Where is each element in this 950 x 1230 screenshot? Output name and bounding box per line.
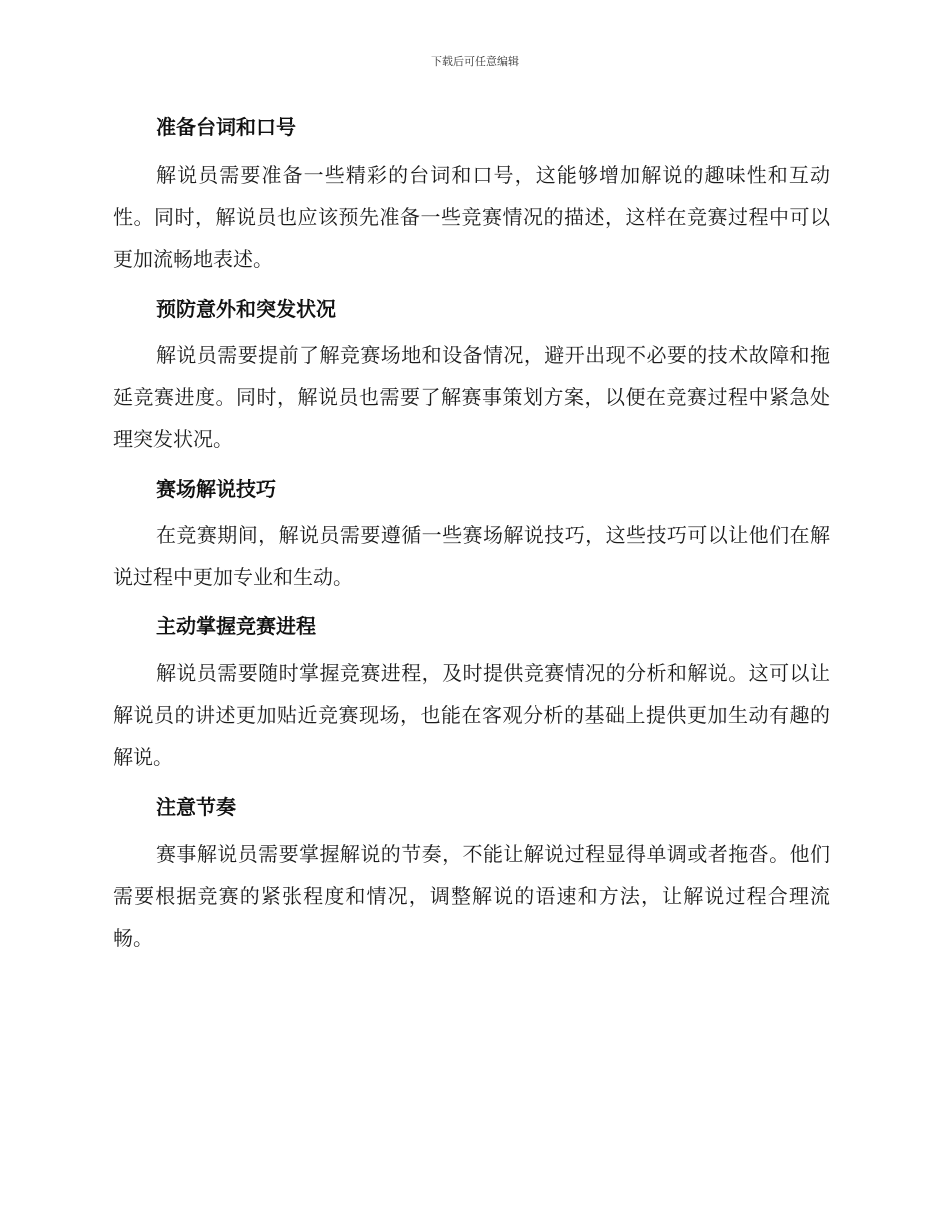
section-title: 准备台词和口号 [156, 115, 296, 139]
section-paragraph: 解说员需要提前了解竞赛场地和设备情况，避开出现不必要的技术故障和拖延竞赛进度。同时，解说员也需要了解赛事策划方案，以便在竞赛过程中紧急处理突发状况。 [113, 343, 830, 451]
section-title: 预防意外和突发状况 [156, 297, 336, 321]
section-paragraph: 在竞赛期间，解说员需要遵循一些赛场解说技巧，这些技巧可以让他们在解说过程中更加专业和生动。 [113, 523, 830, 589]
section-title: 主动掌握竞赛进程 [156, 614, 316, 638]
section-paragraph: 解说员需要准备一些精彩的台词和口号，这能够增加解说的趣味性和互动性。同时，解说员也应该预先准备一些竞赛情况的描述，这样在竞赛过程中可以更加流畅地表述。 [113, 163, 830, 271]
section-paragraph: 解说员需要随时掌握竞赛进程，及时提供竞赛情况的分析和解说。这可以让解说员的讲述更加贴近竞赛现场，也能在客观分析的基础上提供更加生动有趣的解说。 [113, 661, 830, 769]
section-paragraph: 赛事解说员需要掌握解说的节奏，不能让解说过程显得单调或者拖沓。他们需要根据竞赛的紧张程度和情况，调整解说的语速和方法，让解说过程合理流畅。 [113, 842, 830, 950]
document-content [113, 111, 830, 959]
header-note: 下载后可任意编辑 [431, 55, 519, 68]
section-title: 赛场解说技巧 [156, 477, 276, 501]
section-title: 注意节奏 [156, 795, 236, 819]
